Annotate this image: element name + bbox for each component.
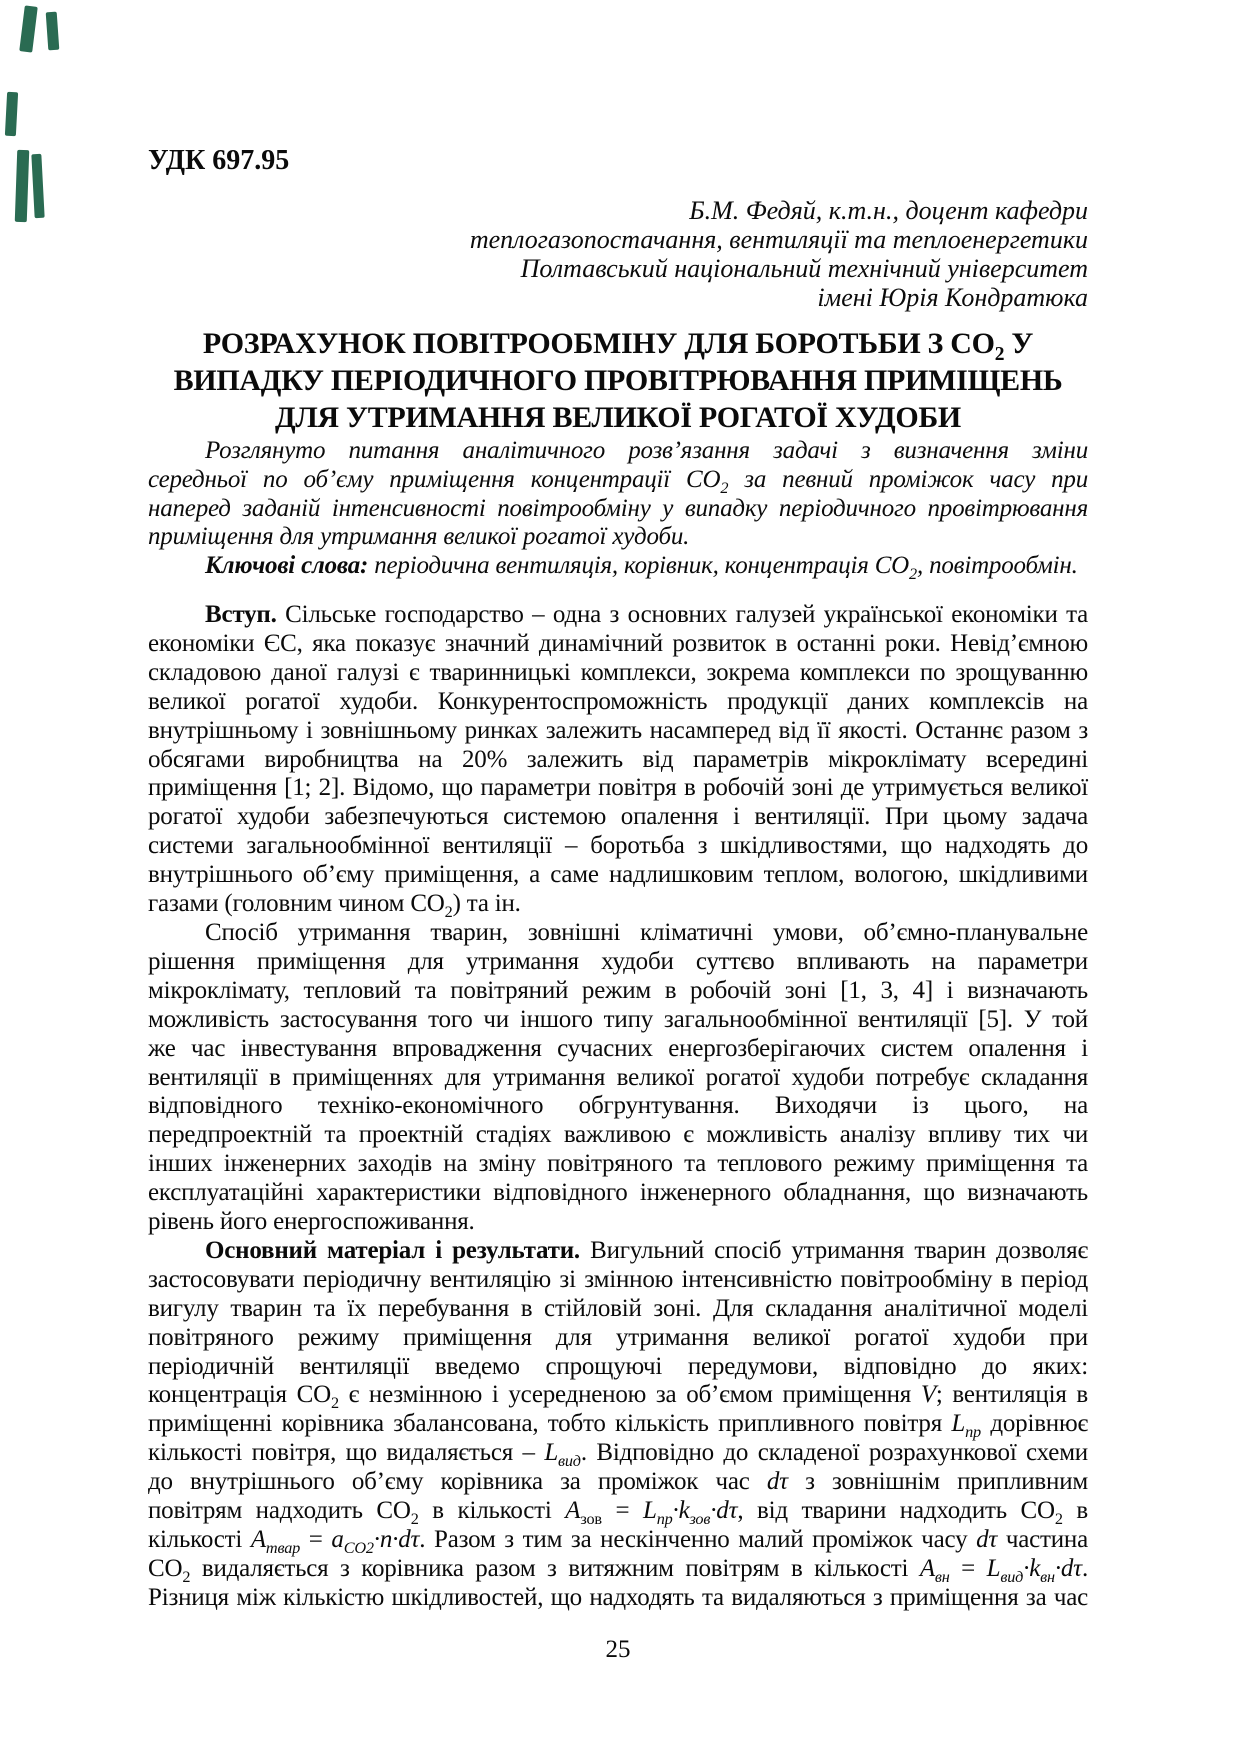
body-line: повітрям надходить $СО_2$ в кількості $A_{зов} = L_{пр}\cdot k_{зов}\cdot d\tau$, від тварини надходить $СО_2$ в [148, 1497, 1089, 1529]
body-line: внутрішнього об’єму приміщення, а саме надлишковим теплом, вологою, шкідливими [148, 861, 1088, 889]
body-line: експлуатаційні характеристики відповідного інженерного обладнання, що визначають [148, 1179, 1088, 1207]
body-line: передпроектній та проектній стадіях важливою є можливість аналізу впливу тих чи [148, 1121, 1088, 1149]
body-line: приміщенні корівника збалансована, тобто кількість припливного повітря $L_{пр}$ дорівнює [148, 1410, 1088, 1442]
author-block [148, 196, 1088, 312]
body-line: рівень його енергоспоживання. [148, 1208, 475, 1236]
body-line: складовою даної галузі є тваринницькі комплекси, зокрема комплекси по зрощуванню [148, 658, 1088, 686]
abstract-block [148, 437, 1088, 584]
author-line: Полтавський національний технічний університет [520, 254, 1088, 283]
body-line: обсягами виробництва на 20% залежить від параметрів мікроклімату всередині [148, 745, 1088, 773]
abstract-line: Розглянуто питання аналітичного розв’язання задачі з визначення зміни [205, 437, 1088, 464]
author-line: теплогазопостачання, вентиляції та теплоенергетики [469, 225, 1088, 254]
body-line: приміщення [1; 2]. Відомо, що параметри повітря в робочій зоні де утримується великої [148, 774, 1088, 802]
body-line: економіки ЄС, яка показує значний динамічний розвиток в останні роки. Невід’ємною [148, 629, 1088, 657]
body-line: Спосіб утримання тварин, зовнішні кліматичні умови, об’ємно-планувальне [205, 918, 1088, 946]
scan-artifact [5, 92, 18, 137]
body-line: мікроклімату, тепловий та повітряний режим в робочій зоні [1, 3, 4] і визначають [148, 976, 1088, 1004]
udc-code: УДК 697.95 [148, 145, 290, 176]
body-line: $СО_2$ видаляється з корівника разом з витяжним повітрям в кількості $A_{вн} = L_{вид}\cdot k_{вн}\cdot d\tau$. [148, 1554, 1088, 1586]
abstract-line: наперед заданій інтенсивності повітрообміну у випадку періодичного провітрювання [148, 494, 1088, 522]
body-line: повітряного режиму приміщення для утримання великої рогатої худоби при [148, 1323, 1088, 1351]
body-line: Основний матеріал і результати. Вигульний спосіб утримання тварин дозволяє [205, 1236, 1088, 1264]
scan-artifact [15, 150, 30, 222]
title-line: РОЗРАХУНОК ПОВІТРООБМІНУ ДЛЯ БОРОТЬБИ З $СО_2$ У [202, 327, 1034, 365]
body-line: кількості повітря, що видаляється – $L_{вид}$. Відповідно до складеної розрахункової схеми [148, 1439, 1088, 1471]
body-line: вигулу тварин та їх перебування в стійловій зоні. Для складання аналітичної моделі [148, 1294, 1088, 1322]
body-line: періодичній вентиляції введемо спрощуючі передумови, відповідно до яких: [148, 1352, 1088, 1380]
body-line: Вступ. Сільське господарство – одна з основних галузей української економіки та [205, 601, 1088, 628]
body-line: вентиляції в приміщеннях для утримання великої рогатої худоби потребує складання [148, 1063, 1088, 1091]
title-line: ДЛЯ УТРИМАННЯ ВЕЛИКОЇ РОГАТОЇ ХУДОБИ [275, 401, 961, 434]
body-line: рогатої худоби забезпечуються системою опалення і вентиляції. При цьому задача [148, 803, 1088, 831]
body-line: же час інвестування впровадження сучасних енергозберігаючих систем опалення і [148, 1034, 1088, 1062]
body-text [148, 601, 1088, 1613]
body-line: до внутрішнього об’єму корівника за проміжок час dτ з зовнішнім припливним [148, 1468, 1088, 1496]
body-line: кількості $A_{твар} = a_{CO2}\cdot n\cdot d\tau$. Разом з тим за нескінченно малий проміжок часу dτ частина [148, 1526, 1089, 1557]
scan-artifact [19, 5, 38, 52]
title-line: ВИПАДКУ ПЕРІОДИЧНОГО ПРОВІТРЮВАННЯ ПРИМІЩЕНЬ [173, 364, 1063, 397]
body-line: можливість застосування того чи іншого типу загальнообмінної вентиляції [5]. У той [148, 1005, 1088, 1033]
body-line: концентрація $СО_2$ є незмінною і усередненою за об’ємом приміщення V; вентиляція в [148, 1381, 1088, 1413]
abstract-line: Ключові слова: періодична вентиляція, корівник, концентрація $СО_2$, повітрообмін. [205, 552, 1078, 584]
author-line: Б.М. Федяй, к.т.н., доцент кафедри [689, 196, 1088, 225]
body-line: газами (головним чином $СО_2$) та ін. [148, 890, 521, 922]
scan-artifact [31, 154, 44, 218]
body-line: інших інженерних заходів на зміну повітряного та теплового режиму приміщення та [148, 1150, 1088, 1178]
abstract-line: приміщення для утримання великої рогатої худоби. [148, 523, 690, 551]
scan-artifact [46, 12, 60, 51]
body-line: рішення приміщення для утримання худоби суттєво впливають на параметри [148, 947, 1088, 975]
body-line: великої рогатої худоби. Конкурентоспроможність продукції даних комплексів на [148, 687, 1088, 715]
body-line: застосовувати періодичну вентиляцію зі змінною інтенсивністю повітрообміну в період [148, 1265, 1088, 1293]
body-line: системи загальнообмінної вентиляції – боротьба з шкідливостями, що надходять до [148, 832, 1088, 860]
body-line: внутрішньому і зовнішньому ринках залежить насамперед від її якості. Останнє разом з [148, 716, 1088, 744]
page-number: 25 [605, 1636, 631, 1663]
author-line: імені Юрія Кондратюка [817, 283, 1088, 312]
article-title [148, 325, 1088, 436]
abstract-line: середньої по об’єму приміщення концентрації $СО_2$ за певний проміжок часу при [148, 465, 1088, 497]
body-line: Різниця між кількістю шкідливостей, що надходять та видаляються з приміщення за час [148, 1583, 1088, 1611]
body-line: відповідного техніко-економічного обгрунтування. Виходячи із цього, на [148, 1092, 1088, 1120]
